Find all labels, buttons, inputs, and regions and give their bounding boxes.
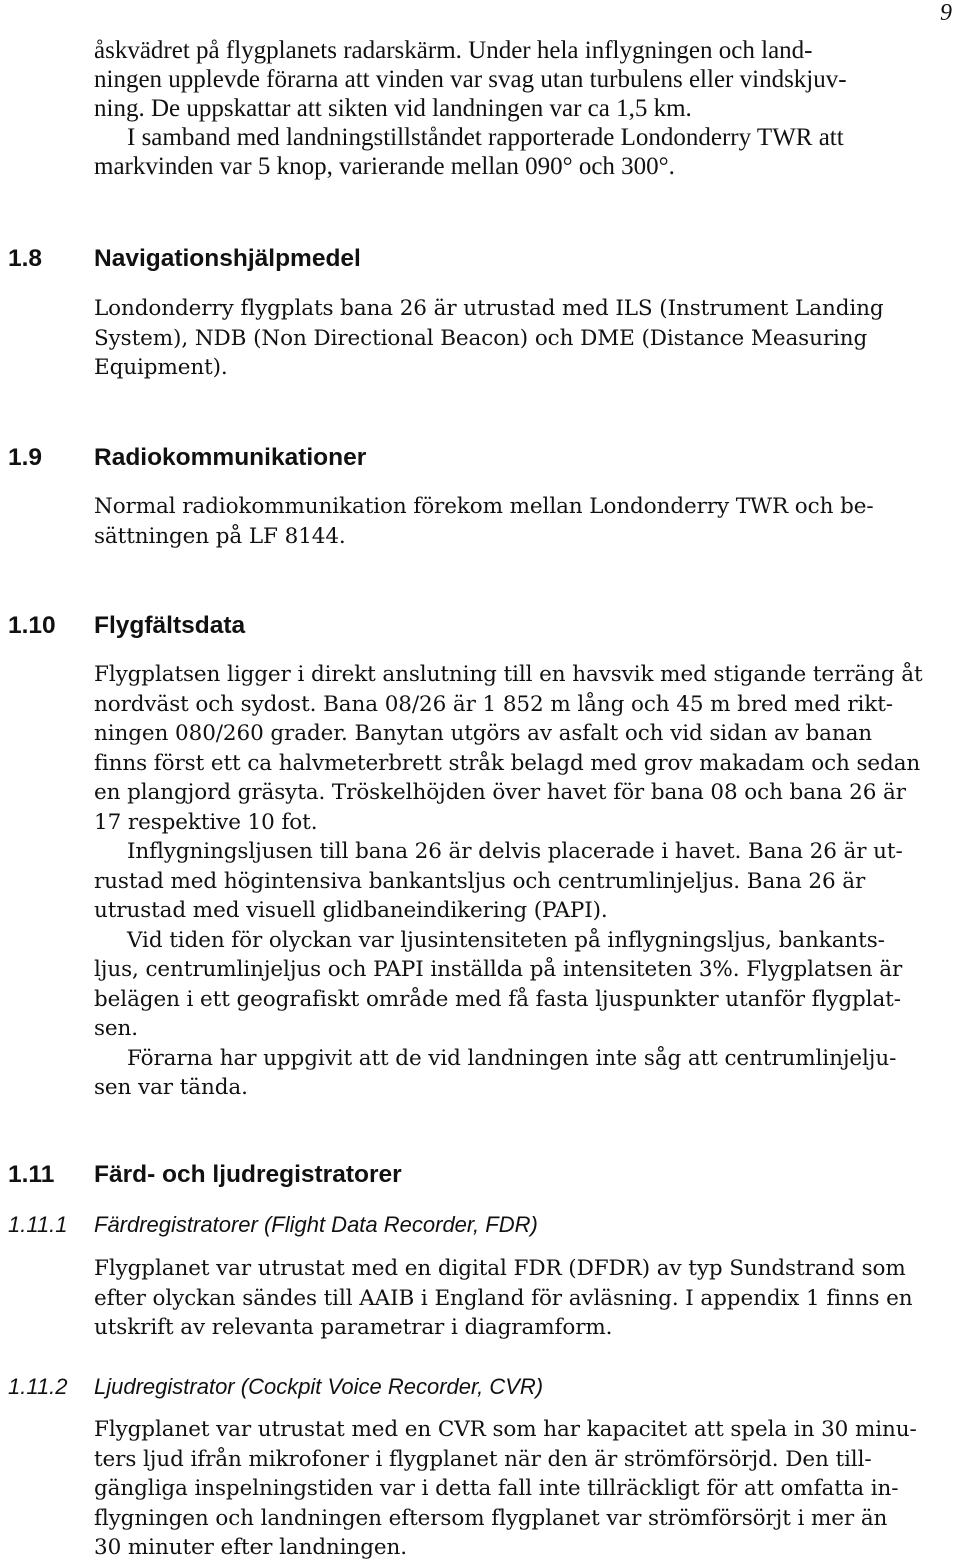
text-line: Förarna har uppgivit att de vid landningen inte såg att centrumlinjelju- <box>127 1045 897 1071</box>
section-heading-1-10 <box>8 611 245 641</box>
text-line: finns först ett ca halvmeterbrett stråk belagd med grov makadam och sedan <box>94 750 921 776</box>
text-line: rustad med högintensiva bankantsljus och centrumlinjeljus. Bana 26 är <box>94 868 866 894</box>
text-line: ljus, centrumlinjeljus och PAPI inställda på intensiteten 3%. Flygplatsen är <box>94 957 903 982</box>
section-body-1-11-2 <box>94 1415 956 1563</box>
text-line: sen. <box>94 1016 139 1041</box>
section-body-1-10 <box>94 660 956 1103</box>
subsection-number: 1.11.1 <box>8 1212 68 1237</box>
text-line: sen var tända. <box>94 1075 248 1100</box>
text-line: ningen 080/260 grader. Banytan utgörs av asfalt och vid sidan av banan <box>94 721 873 746</box>
section-body-1-8 <box>94 294 956 383</box>
section-number: 1.10 <box>8 612 56 639</box>
section-number: 1.9 <box>8 444 43 471</box>
text-line: ters ljud ifrån mikrofoner i flygplanet när den är strömförsörjd. Den till- <box>94 1446 872 1472</box>
subsection-heading-1-11-1 <box>8 1211 538 1239</box>
intro-paragraph <box>94 36 956 181</box>
section-title: Radiokommunikationer <box>94 444 367 471</box>
section-number: 1.11 <box>8 1161 55 1188</box>
text-line: utrustad med visuell glidbaneindikering (PAPI). <box>94 898 608 923</box>
section-heading-1-11 <box>8 1160 402 1190</box>
text-line: 17 respektive 10 fot. <box>94 809 318 835</box>
text-line: belägen i ett geografiskt område med få fasta ljuspunkter utanför flygplat- <box>94 986 901 1012</box>
text-line: System), NDB (Non Directional Beacon) och DME (Distance Measuring <box>94 325 868 351</box>
text-line: sättningen på LF 8144. <box>94 523 346 549</box>
section-title: Navigationshjälpmedel <box>94 245 361 272</box>
text-line: 30 minuter efter landningen. <box>94 1535 408 1560</box>
section-title: Flygfältsdata <box>94 612 246 639</box>
section-body-1-11-1 <box>94 1254 956 1343</box>
text-line: I samband med landningstillståndet rapporterade Londonderry TWR att <box>127 124 844 151</box>
text-line: Equipment). <box>94 355 228 380</box>
subsection-title: Ljudregistrator (Cockpit Voice Recorder, CVR) <box>94 1374 544 1399</box>
text-line: en plangjord gräsyta. Tröskelhöjden över havet för bana 08 och bana 26 är <box>94 780 906 805</box>
text-line: åskvädret på flygplanets radarskärm. Under hela inflygningen och land- <box>94 37 813 64</box>
text-line: ningen upplevde förarna att vinden var svag utan turbulens eller vindskjuv- <box>94 66 847 93</box>
text-line: Normal radiokommunikation förekom mellan Londonderry TWR och be- <box>94 494 874 519</box>
text-line: flygningen och landningen eftersom flygplanet var strömförsörjt i mer än <box>94 1505 888 1531</box>
page-number: 9 <box>940 0 952 26</box>
section-body-1-9 <box>94 492 956 551</box>
section-heading-1-9 <box>8 443 366 473</box>
text-line: Inflygningsljusen till bana 26 är delvis placerade i havet. Bana 26 är ut- <box>127 839 903 864</box>
text-line: efter olyckan sändes till AAIB i England för avläsning. I appendix 1 finns en <box>94 1285 913 1311</box>
text-line: Londonderry flygplats bana 26 är utrustad med ILS (Instrument Landing <box>94 296 884 321</box>
text-line: Flygplatsen ligger i direkt anslutning till en havsvik med stigande terräng åt <box>94 662 923 687</box>
text-line: Flygplanet var utrustat med en digital FDR (DFDR) av typ Sundstrand som <box>94 1256 906 1281</box>
text-line: Flygplanet var utrustat med en CVR som har kapacitet att spela in 30 minu- <box>94 1417 917 1442</box>
text-line: utskrift av relevanta parametrar i diagramform. <box>94 1315 613 1340</box>
text-line: nordväst och sydost. Bana 08/26 är 1 852 m lång och 45 m bred med rikt- <box>94 691 893 717</box>
text-line: ning. De uppskattar att sikten vid landningen var ca 1,5 km. <box>94 95 692 122</box>
text-line: markvinden var 5 knop, varierande mellan 090° och 300°. <box>94 153 675 180</box>
subsection-heading-1-11-2 <box>8 1373 543 1401</box>
subsection-title: Färdregistratorer (Flight Data Recorder, FDR) <box>94 1212 538 1237</box>
subsection-number: 1.11.2 <box>8 1374 68 1399</box>
section-number: 1.8 <box>8 245 43 272</box>
section-heading-1-8 <box>8 244 361 274</box>
section-title: Färd- och ljudregistratorer <box>94 1161 402 1188</box>
text-line: Vid tiden för olyckan var ljusintensiteten på inflygningsljus, bankants- <box>127 927 885 953</box>
text-line: gängliga inspelningstiden var i detta fall inte tillräckligt för att omfatta in- <box>94 1476 899 1501</box>
